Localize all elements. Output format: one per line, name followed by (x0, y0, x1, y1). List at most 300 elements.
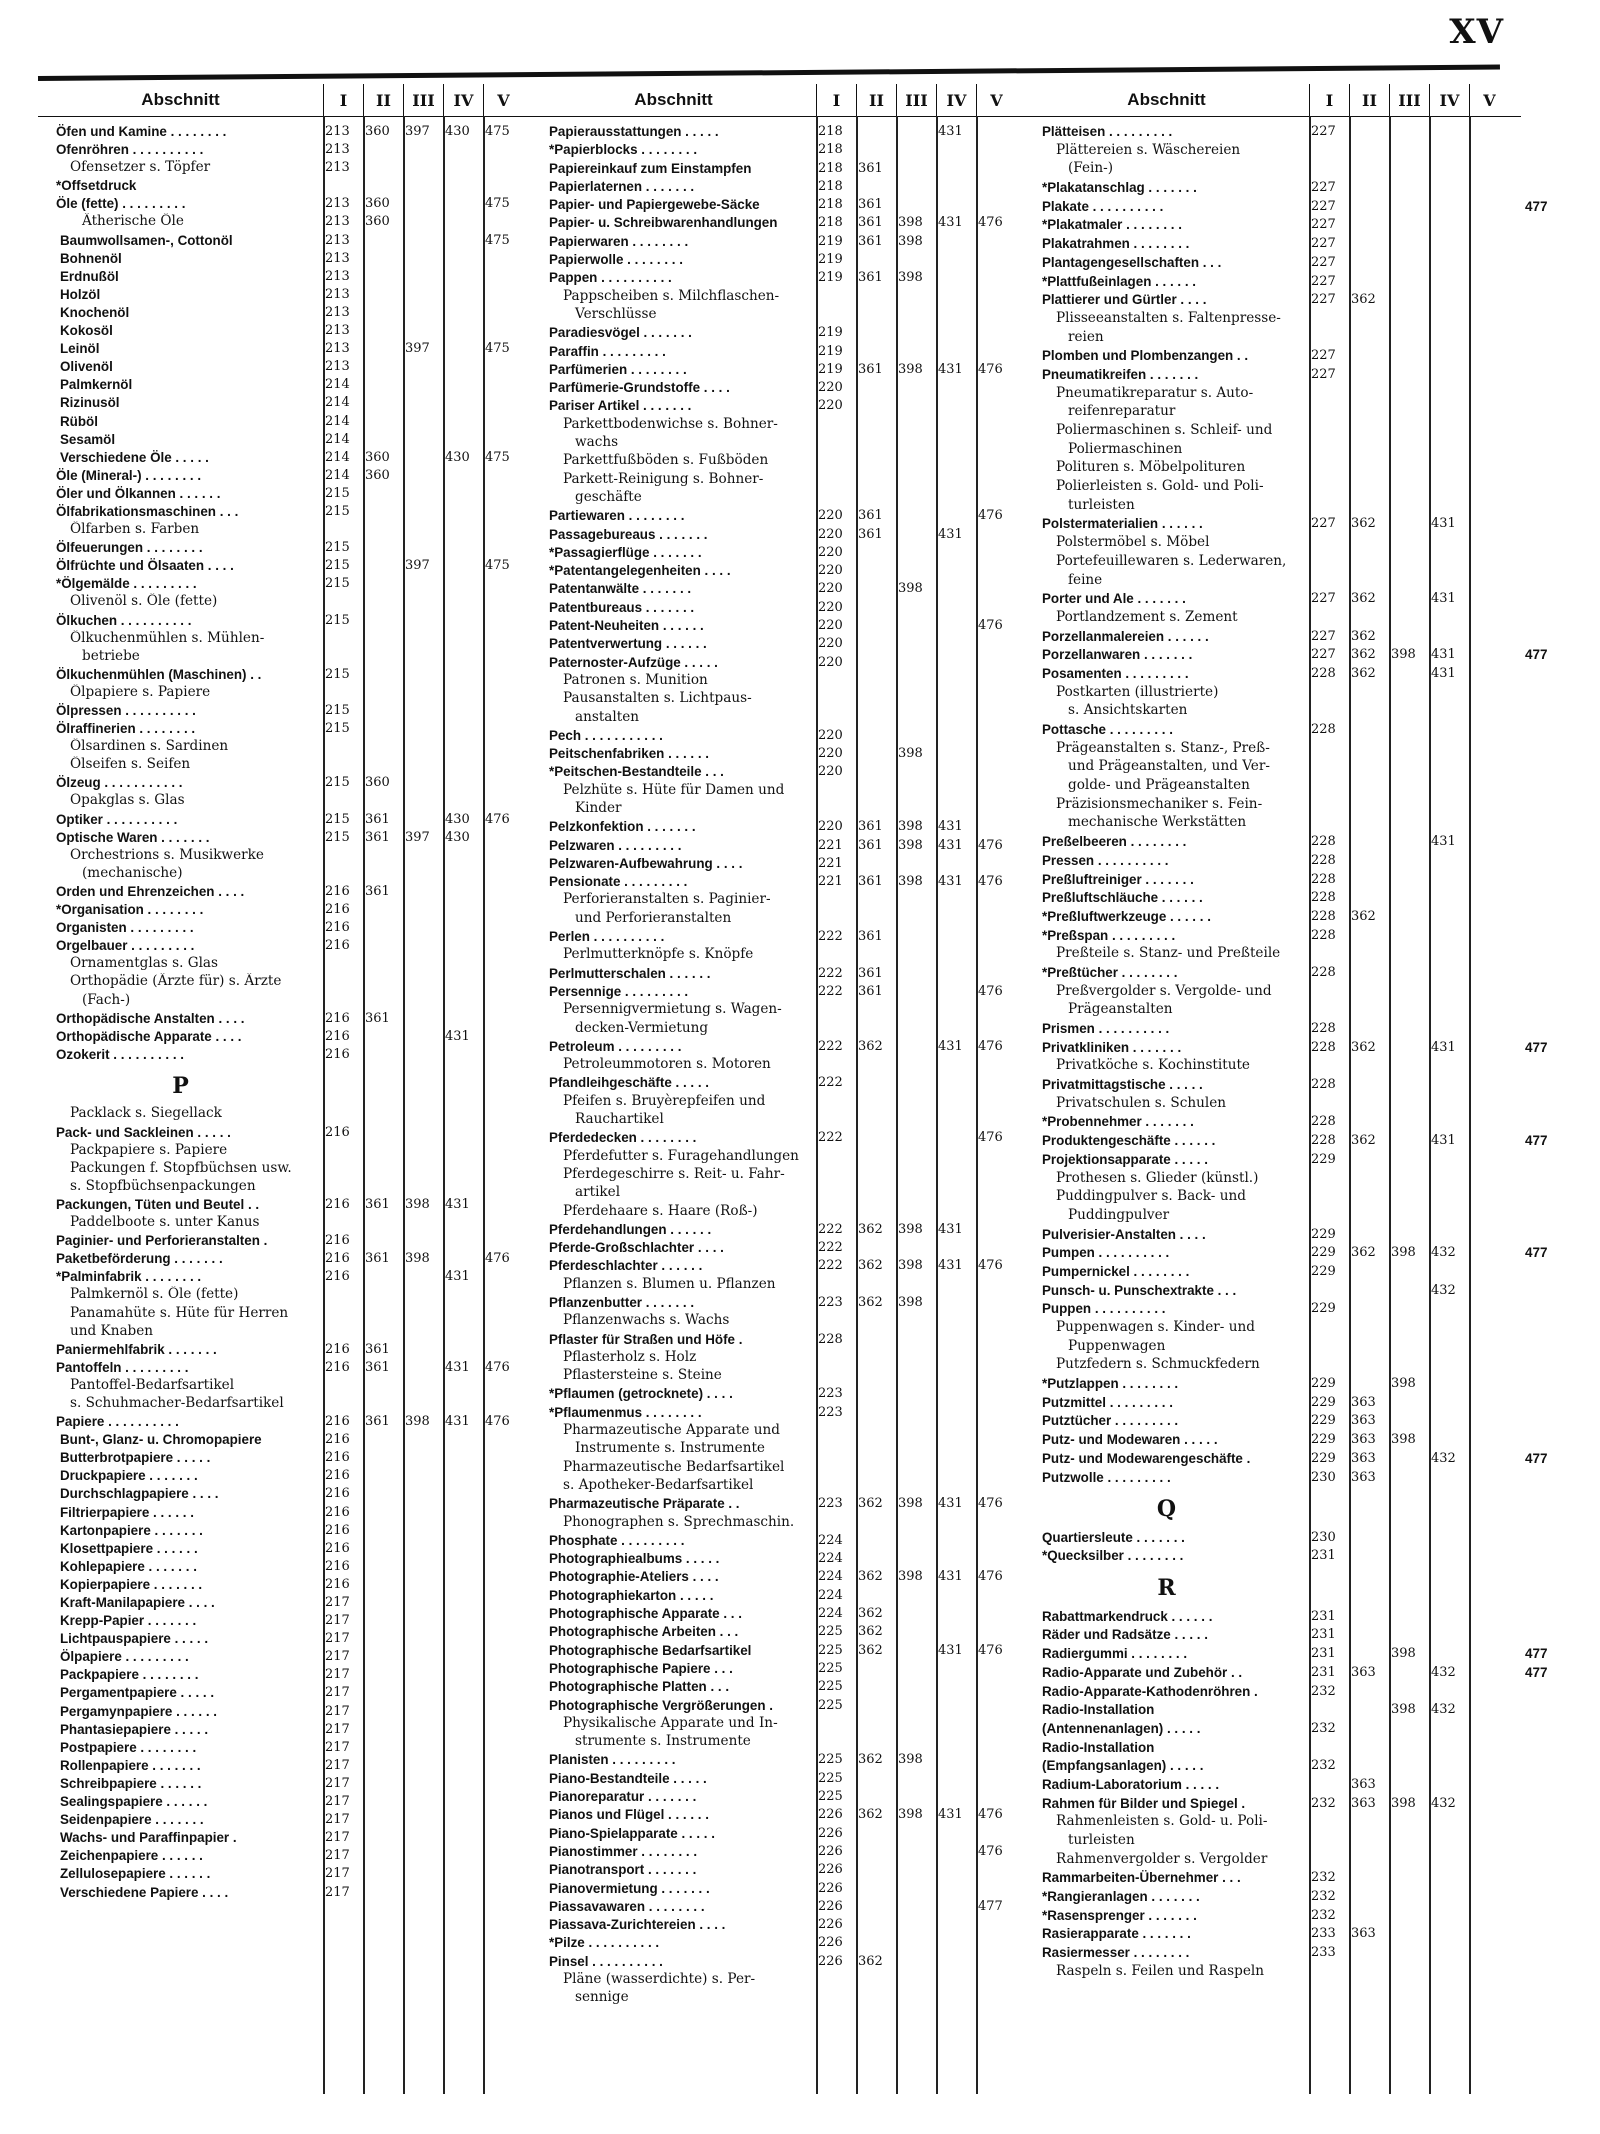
index-entry (1024, 796, 1521, 815)
page-ref-I: 216 (325, 1450, 350, 1466)
page-ref-I: 213 (325, 142, 350, 158)
page-ref-II: 362 (1351, 1039, 1376, 1055)
index-entry (38, 1268, 535, 1286)
page-ref-II: 363 (1351, 1776, 1376, 1792)
entry-label: Pneumatikreparatur s. Auto- (1056, 384, 1254, 401)
index-entry (1024, 1925, 1521, 1944)
page-ref-I: 217 (325, 1884, 350, 1900)
entry-label: und Perforieranstalten (575, 909, 732, 926)
entry-label: turleisten (1068, 496, 1135, 513)
entry-label: Druckpapiere . . . . . . . (60, 1468, 198, 1484)
entry-label: Verschiedene Papiere . . . . (60, 1884, 229, 1900)
page-ref-IV: 430 (445, 811, 470, 827)
index-entry (1024, 1020, 1521, 1039)
page-ref-I: 216 (325, 1251, 350, 1267)
page-ref-IV: 432 (1431, 1245, 1456, 1261)
index-entry (531, 434, 1028, 452)
entry-label: Ölfarben s. Farben (70, 521, 200, 538)
page-ref-I: 219 (818, 233, 843, 249)
page-ref-II: 362 (858, 1953, 883, 1969)
entry-label: Pulverisier-Anstalten . . . . (1042, 1226, 1206, 1242)
index-entry (38, 1485, 535, 1503)
index-entry (38, 1286, 535, 1304)
index-entry (1024, 235, 1521, 254)
page-ref-II: 361 (365, 811, 390, 827)
page-ref-I: 213 (325, 359, 350, 375)
entry-label: Photographiealbums . . . . . (549, 1551, 720, 1567)
page-ref-III: 398 (898, 215, 923, 231)
page-ref-V: 476 (978, 1130, 1003, 1146)
page-ref-IV: 431 (938, 837, 963, 853)
index-entry (531, 1385, 1028, 1403)
entry-label: Piassavawaren . . . . . . . . (549, 1898, 705, 1914)
page-ref-I: 219 (818, 270, 843, 286)
index-entry (531, 324, 1028, 342)
page-ref-I: 229 (1311, 1450, 1336, 1466)
volume-header-I: I (323, 84, 363, 116)
page-ref-I: 215 (325, 703, 350, 718)
index-entry (531, 1459, 1028, 1477)
entry-label: Wachs- und Paraffinpapier . (60, 1830, 237, 1846)
page-ref-I: 228 (1311, 1133, 1336, 1149)
index-entry (38, 1160, 535, 1178)
entry-label: Produktengeschäfte . . . . . . (1042, 1133, 1216, 1149)
entry-label: Pressen . . . . . . . . . . (1042, 852, 1169, 868)
page-ref-I: 227 (1311, 180, 1336, 196)
index-entry (531, 1678, 1028, 1696)
page-ref-II: 362 (858, 1642, 883, 1658)
page-ref-I: 216 (325, 1468, 350, 1484)
entry-label: Rasierapparate . . . . . . . (1042, 1926, 1191, 1942)
page-ref-I: 227 (1311, 348, 1336, 364)
page-ref-I: 232 (1311, 1720, 1336, 1736)
index-entry (38, 955, 535, 973)
index-entry (38, 286, 535, 304)
index-entry (1024, 1095, 1521, 1114)
entry-label: (mechanische) (82, 864, 183, 881)
entry-label: Radio-Apparate-Kathodenröhren . (1042, 1683, 1258, 1699)
index-entry (531, 1495, 1028, 1513)
entry-label: Phantasiepapiere . . . . . (60, 1721, 209, 1737)
page-ref-IV: 431 (938, 1496, 963, 1512)
entry-label: Peitschenfabriken . . . . . . (549, 746, 709, 762)
entry-label: Ölkuchen . . . . . . . . . . (56, 612, 192, 628)
index-entry (531, 1587, 1028, 1605)
page-ref-I: 227 (1311, 124, 1336, 139)
entry-label: Puddingpulver s. Back- und (1056, 1188, 1246, 1205)
index-entry (1024, 609, 1521, 628)
entry-label: Putz- und Modewarengeschäfte . (1042, 1450, 1251, 1466)
extra-page-ref: 477 (1525, 1664, 1548, 1680)
entry-label: Pariser Artikel . . . . . . . (549, 398, 692, 414)
index-entry (531, 1020, 1028, 1038)
page-ref-I: 233 (1311, 1945, 1336, 1961)
index-entry (1024, 1356, 1521, 1375)
entry-label: Rahmen für Bilder und Spiegel . (1042, 1795, 1246, 1811)
page-ref-I: 226 (818, 1935, 843, 1951)
page-ref-I: 220 (818, 563, 843, 579)
entry-label: Punsch- u. Punschextrakte . . . (1042, 1282, 1237, 1298)
entry-label: Pferdefutter s. Furagehandlungen (563, 1147, 799, 1164)
entry-label: Postkarten (illustrierte) (1056, 683, 1219, 700)
page-ref-I: 216 (325, 1028, 350, 1044)
entry-label: feine (1068, 571, 1103, 588)
page-ref-V: 476 (978, 837, 1003, 853)
index-entry (531, 452, 1028, 470)
entry-label: Öle (Mineral-) . . . . . . . . (56, 467, 202, 483)
index-entry (38, 811, 535, 829)
page-ref-I: 228 (1311, 722, 1336, 737)
index-entry (531, 526, 1028, 544)
page-ref-I: 228 (1311, 1077, 1336, 1093)
index-entry (1024, 1132, 1548, 1151)
index-entry (1024, 1207, 1521, 1226)
page-ref-I: 223 (818, 1386, 843, 1402)
entry-label: Ölzeug . . . . . . . . . . . (56, 775, 183, 791)
page-ref-V: 476 (978, 1807, 1003, 1823)
entry-label: Parkettfußböden s. Fußböden (563, 452, 769, 469)
index-entry (531, 1239, 1028, 1257)
page-ref-V: 475 (485, 449, 510, 465)
page-ref-III: 398 (898, 1221, 923, 1237)
index-entry (38, 829, 535, 847)
index-entry (38, 702, 535, 720)
entry-label: Pflasterholz s. Holz (563, 1348, 697, 1365)
entry-label: Erdnußöl (60, 268, 119, 284)
index-entry (38, 937, 535, 955)
entry-label: R (1157, 1575, 1176, 1602)
index-entry (38, 413, 535, 431)
entry-label: Sesamöl (60, 431, 116, 447)
index-entry (531, 1367, 1028, 1385)
index-entry (531, 1221, 1028, 1239)
index-entry (531, 1880, 1028, 1898)
page-ref-II: 362 (858, 1807, 883, 1823)
volume-header-III: III (403, 84, 443, 116)
entry-label: Radiergummi . . . . . . . . (1042, 1646, 1188, 1662)
page-ref-I: 220 (818, 398, 843, 414)
page-ref-I: 229 (1311, 1263, 1336, 1279)
page-ref-IV: 431 (1431, 1039, 1456, 1055)
index-entry (531, 1349, 1028, 1367)
entry-label: Zellulosepapiere . . . . . . (60, 1866, 211, 1882)
page-ref-I: 226 (818, 1898, 843, 1914)
page-ref-I: 214 (325, 413, 350, 429)
page-ref-II: 361 (365, 1010, 390, 1026)
index-entry (38, 1305, 535, 1323)
page-ref-III: 398 (898, 746, 923, 762)
index-entry (38, 1703, 535, 1721)
entry-label: Paginier- und Perforieranstalten . (56, 1233, 268, 1249)
index-entry (38, 1395, 535, 1413)
index-entry (1024, 123, 1521, 142)
entry-label: Pausanstalten s. Lichtpaus- (563, 690, 752, 707)
page-ref-I: 227 (1311, 366, 1336, 382)
entry-label: Patronen s. Munition (563, 671, 708, 688)
page-ref-I: 225 (818, 1752, 843, 1768)
entry-label: artikel (575, 1184, 621, 1201)
entry-label: Pharmazeutische Apparate und (563, 1422, 780, 1439)
index-entry (531, 141, 1028, 159)
page-ref-I: 217 (325, 1631, 350, 1647)
page-ref-II: 363 (1351, 1926, 1376, 1942)
index-entry (38, 1576, 535, 1594)
index-entry (38, 557, 535, 575)
entry-label: Palmkernöl s. Öle (fette) (70, 1286, 239, 1303)
index-entry (531, 1093, 1028, 1111)
page-ref-I: 225 (818, 1660, 843, 1676)
entry-label: Pergamentpapiere . . . . . (60, 1685, 215, 1701)
index-entry (1024, 1529, 1521, 1548)
page-ref-I: 216 (325, 1124, 350, 1140)
page-ref-II: 361 (365, 829, 390, 845)
entry-label: Pelzwaren . . . . . . . . . (549, 837, 682, 853)
page-ref-I: 222 (818, 1038, 843, 1054)
entry-label: s. Ansichtskarten (1068, 702, 1188, 719)
index-entry (531, 1788, 1028, 1806)
index-entry (531, 1971, 1028, 1989)
entry-label: Packlack s. Siegellack (70, 1105, 222, 1122)
entry-label: Patentbureaus . . . . . . . (549, 599, 695, 615)
page-ref-I: 213 (325, 268, 350, 284)
entry-label: anstalten (575, 708, 640, 725)
column-header (38, 72, 535, 117)
volume-header-V: V (1469, 84, 1509, 116)
index-entry (531, 800, 1028, 818)
index-entry (1024, 403, 1521, 422)
letter-heading (1024, 1566, 1521, 1608)
index-entry (531, 1422, 1028, 1440)
page-ref-I: 214 (325, 395, 350, 411)
entry-label: Pappen . . . . . . . . . . (549, 270, 672, 286)
index-entry (1024, 983, 1521, 1002)
page-ref-I: 224 (818, 1606, 843, 1622)
page-ref-IV: 432 (1431, 1282, 1456, 1298)
index-entry (1024, 1469, 1521, 1488)
entry-label: Posamenten . . . . . . . . . (1042, 665, 1189, 681)
entry-label: *Preßspan . . . . . . . . . (1042, 927, 1176, 943)
entry-label: *Pflaumen (getrocknete) . . . . (549, 1386, 733, 1402)
column-header (531, 72, 1028, 117)
page-ref-IV: 431 (938, 1258, 963, 1274)
entry-label: Prägeanstalten (1068, 1001, 1173, 1018)
page-ref-IV: 431 (938, 1221, 963, 1237)
index-entry (38, 232, 535, 250)
entry-label: Radio-Apparate und Zubehör . . (1042, 1664, 1243, 1680)
page-ref-I: 231 (1311, 1664, 1336, 1680)
page-ref-II: 363 (1351, 1469, 1376, 1485)
entry-label: Pflastersteine s. Steine (563, 1367, 722, 1384)
page-ref-II: 362 (858, 1496, 883, 1512)
page-ref-I: 215 (325, 485, 350, 501)
page-ref-III: 398 (898, 361, 923, 377)
index-entry (1024, 684, 1521, 703)
page-ref-I: 213 (325, 250, 350, 266)
page-ref-I: 214 (325, 467, 350, 483)
index-entry (38, 485, 535, 503)
page-ref-I: 216 (325, 883, 350, 899)
entry-label: betriebe (82, 647, 140, 664)
page-ref-II: 362 (858, 1258, 883, 1274)
page-ref-V: 476 (978, 215, 1003, 231)
page-ref-III: 398 (898, 1807, 923, 1823)
entry-label: Klosettpapiere . . . . . . (60, 1540, 198, 1556)
index-entry (38, 1250, 535, 1268)
page-ref-I: 213 (325, 160, 350, 176)
index-entry (38, 1721, 535, 1739)
index-entry (531, 855, 1028, 873)
page-ref-II: 361 (858, 508, 883, 524)
index-entry (1024, 1944, 1521, 1963)
page-ref-I: 232 (1311, 1907, 1336, 1923)
page-ref-I: 220 (818, 599, 843, 615)
index-entry (531, 1989, 1028, 2007)
page-ref-I: 224 (818, 1551, 843, 1567)
page-ref-I: 216 (325, 1196, 350, 1212)
entry-label: Pinsel . . . . . . . . . . (549, 1953, 663, 1969)
page-ref-I: 229 (1311, 1226, 1336, 1242)
entry-label: geschäfte (575, 488, 642, 505)
entry-label: sennige (575, 1989, 629, 2006)
column-header (1024, 72, 1521, 117)
entry-label: Rollenpapiere . . . . . . . (60, 1757, 201, 1773)
index-entry (1024, 702, 1521, 721)
page-ref-I: 216 (325, 1576, 350, 1592)
index-entry (38, 431, 535, 449)
entry-label: *Quecksilber . . . . . . . . (1042, 1548, 1184, 1564)
entry-label: Krepp-Papier . . . . . . . (60, 1613, 197, 1629)
page-ref-II: 361 (858, 270, 883, 286)
index-entry (1024, 721, 1521, 740)
index-entry (38, 195, 535, 213)
page-ref-I: 226 (818, 1953, 843, 1969)
entry-label: Räder und Radsätze . . . . . (1042, 1627, 1208, 1643)
page-ref-I: 229 (1311, 1301, 1336, 1317)
index-entry (1024, 1813, 1521, 1832)
entry-label: *Preßluftwerkzeuge . . . . . . (1042, 908, 1211, 924)
page-ref-IV: 431 (445, 1269, 470, 1285)
page-ref-II: 362 (858, 1624, 883, 1640)
index-entry (531, 1312, 1028, 1330)
index-entry (531, 397, 1028, 415)
entry-label: Photographische Bedarfsartikel (549, 1642, 752, 1658)
page-ref-IV: 431 (445, 1359, 470, 1375)
page-ref-I: 222 (818, 1130, 843, 1146)
index-entry (1024, 1282, 1521, 1301)
entry-label: Filtrierpapiere . . . . . . (60, 1504, 194, 1520)
page-ref-I: 226 (818, 1917, 843, 1933)
index-entry (38, 1594, 535, 1612)
page-ref-II: 362 (1351, 908, 1376, 924)
index-entry (1024, 1057, 1521, 1076)
page-ref-I: 229 (1311, 1151, 1336, 1167)
page-ref-II: 363 (1351, 1413, 1376, 1429)
index-entry (531, 654, 1028, 672)
index-entry (531, 1861, 1028, 1879)
entry-label: Bunt-, Glanz- u. Chromopapiere (60, 1432, 262, 1448)
page-ref-III: 398 (405, 1251, 430, 1267)
page-ref-I: 220 (818, 727, 843, 743)
index-entry (1024, 1226, 1521, 1245)
entry-label: Petroleum . . . . . . . . . (549, 1038, 682, 1054)
entry-label: Pantoffeln . . . . . . . . . (56, 1359, 189, 1375)
index-entry (531, 818, 1028, 836)
entry-label: *Passagierflüge . . . . . . . (549, 544, 702, 560)
page-ref-I: 222 (818, 1258, 843, 1274)
entry-label: Öfen und Kamine . . . . . . . . (56, 124, 227, 139)
entry-label: Seidenpapiere . . . . . . . (60, 1812, 204, 1828)
index-entry (38, 1214, 535, 1232)
page-ref-I: 229 (1311, 1394, 1336, 1410)
entry-label: Patent-Neuheiten . . . . . . (549, 618, 704, 634)
index-entry (1024, 198, 1548, 217)
entry-label: Rüböl (60, 413, 98, 429)
page-ref-I: 221 (818, 855, 843, 871)
entry-label: *Papierblocks . . . . . . . . (549, 142, 698, 158)
page-ref-I: 228 (1311, 665, 1336, 681)
page-ref-I: 224 (818, 1569, 843, 1585)
section-header: Abschnitt (1127, 90, 1206, 109)
page-ref-II: 361 (858, 983, 883, 999)
entry-label: Papiereinkauf zum Einstampfen (549, 160, 752, 176)
page-ref-V: 476 (978, 508, 1003, 524)
index-entry (38, 521, 535, 539)
page-ref-V: 475 (485, 232, 510, 248)
page-ref-I: 220 (818, 764, 843, 780)
index-column-1 (38, 72, 535, 2094)
letter-heading (1024, 1487, 1521, 1529)
index-entry (531, 379, 1028, 397)
index-entry (531, 1404, 1028, 1422)
page-ref-II: 363 (1351, 1432, 1376, 1448)
index-entry (531, 1148, 1028, 1166)
index-entry (38, 449, 535, 467)
index-entry (531, 1203, 1028, 1221)
index-entry (1024, 385, 1521, 404)
entry-label: Papierlaternen . . . . . . . (549, 178, 695, 194)
entry-label: Raspeln s. Feilen und Raspeln (1056, 1962, 1264, 1979)
entry-label: Perlmutterschalen . . . . . . (549, 965, 711, 981)
entry-label: (Empfangsanlagen) . . . . . (1042, 1758, 1204, 1774)
index-entry (1024, 273, 1521, 292)
index-entry (531, 361, 1028, 379)
index-entry (1024, 142, 1521, 161)
entry-label: P (172, 1072, 189, 1099)
volume-header-IV: IV (1429, 84, 1469, 116)
page-ref-I: 227 (1311, 273, 1336, 289)
page-ref-V: 476 (978, 361, 1003, 377)
page-ref-I: 228 (1311, 834, 1336, 850)
entry-label: Kokosöl (60, 323, 113, 339)
entry-label: Pharmazeutische Präparate . . (549, 1496, 740, 1512)
entry-label: Ölsardinen s. Sardinen (70, 738, 229, 755)
index-entry (1024, 1963, 1521, 1982)
volume-header-III: III (1389, 84, 1429, 116)
entry-label: Puddingpulver (1068, 1206, 1170, 1223)
entry-label: *Peitschen-Bestandteile . . . (549, 764, 724, 780)
index-entry (1024, 1907, 1521, 1926)
entry-label: Prothesen s. Glieder (künstl.) (1056, 1169, 1259, 1186)
page-ref-I: 217 (325, 1812, 350, 1828)
page-ref-III: 398 (898, 819, 923, 835)
page-ref-I: 227 (1311, 292, 1336, 308)
index-entry (1024, 1664, 1548, 1683)
index-entry (38, 1232, 535, 1250)
index-entry (38, 159, 535, 177)
page-ref-I: 220 (818, 618, 843, 634)
index-entry (1024, 740, 1521, 759)
index-entry (1024, 179, 1521, 198)
